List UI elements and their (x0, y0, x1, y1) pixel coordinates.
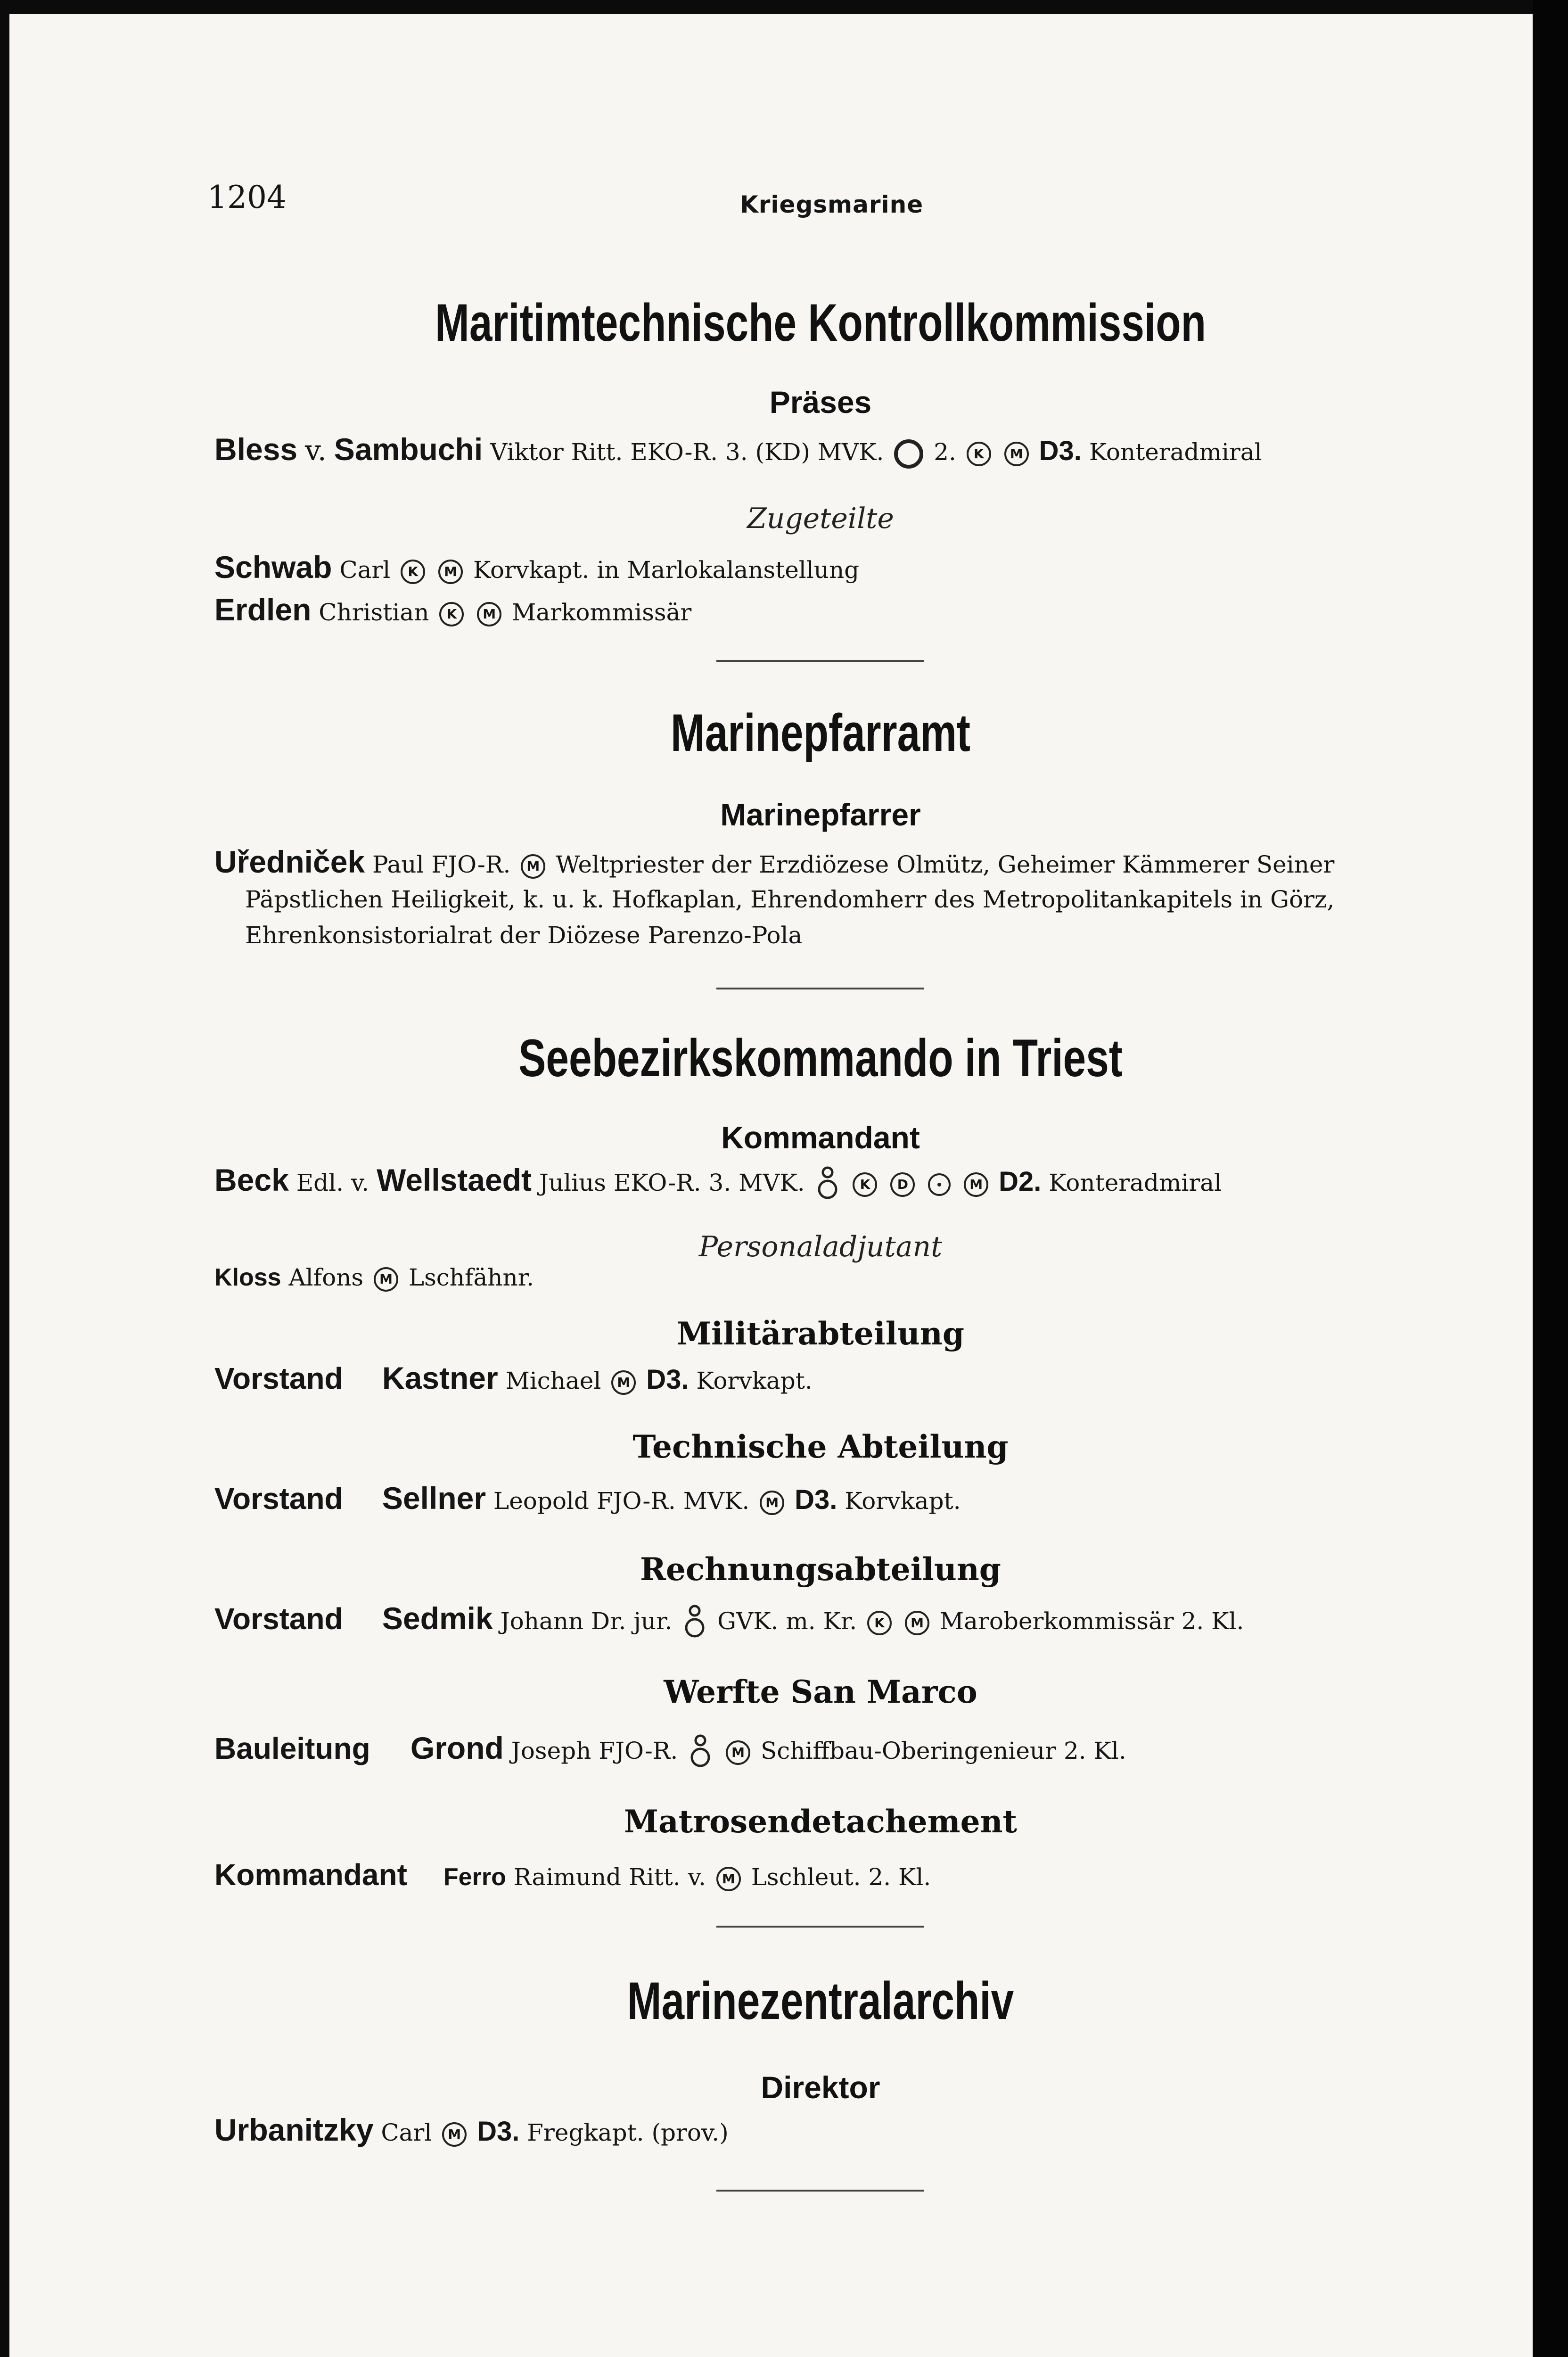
decorations: GVK. m. Kr. (717, 1607, 857, 1635)
surname: Beck (214, 1162, 289, 1197)
d-class: D3. (795, 1484, 837, 1515)
given-name: Leopold FJO-R. MVK. (493, 1487, 750, 1515)
section-title-kontrollkommission: Maritimtechnische Kontrollkommission (435, 293, 1206, 352)
section-divider (716, 1926, 924, 1928)
rank: Lschfähnr. (408, 1264, 534, 1291)
rank: Konteradmiral (1049, 1169, 1222, 1196)
scan-edge (1533, 0, 1568, 2357)
m-badge-icon: M (611, 1370, 636, 1395)
order-cross-icon (688, 1734, 713, 1772)
section-divider (716, 660, 924, 662)
surname: Grond (410, 1731, 504, 1765)
given-name: Carl (381, 2119, 432, 2146)
entry-sellner (214, 1480, 961, 1516)
k-badge-icon: K (867, 1611, 892, 1635)
heading-kommandant: Kommandant (721, 1120, 920, 1155)
heading-zugeteilte: Zugeteilte (747, 502, 894, 535)
decorations: Julius EKO-R. 3. MVK. (539, 1169, 805, 1196)
dot-medal-icon (928, 1173, 951, 1196)
k-badge-icon: K (853, 1172, 877, 1197)
surname: Uředniček (214, 844, 365, 879)
entry-sedmik (214, 1600, 1244, 1642)
m-badge-icon: M (374, 1267, 398, 1292)
particle: Edl. v. (296, 1169, 369, 1196)
role-label: Vorstand (214, 1361, 343, 1395)
rank: Korvkapt. in Marlokalanstellung (473, 556, 860, 584)
d-class: D3. (477, 2116, 520, 2147)
surname: Sambuchi (334, 432, 483, 467)
given-name: Carl (339, 556, 391, 584)
given-name: Alfons (288, 1264, 364, 1291)
m-badge-icon: M (716, 1867, 741, 1891)
surname: Urbanitzky (214, 2112, 374, 2147)
heading-militaerabteilung: Militärabteilung (677, 1315, 964, 1352)
surname: Kastner (382, 1360, 498, 1395)
page-number: 1204 (207, 179, 287, 215)
section-divider (716, 988, 924, 989)
description-line-3: Ehrenkonsistorialrat der Diözese Parenzo-Pola (245, 922, 803, 949)
rank: Korvkapt. (845, 1487, 961, 1515)
surname: Erdlen (214, 592, 312, 627)
heading-personaladjutant: Personaladjutant (698, 1230, 943, 1263)
m-badge-icon: M (521, 854, 545, 879)
entry-schwab (214, 549, 859, 585)
heading-werfte-san-marco: Werfte San Marco (664, 1673, 977, 1710)
k-badge-icon: K (439, 602, 464, 626)
surname: Sellner (382, 1481, 486, 1516)
section-divider (716, 2190, 924, 2192)
given-name: Joseph FJO-R. (511, 1737, 678, 1764)
d-class: D3. (1039, 436, 1082, 466)
rank: Maroberkommissär 2. Kl. (939, 1607, 1244, 1635)
m-badge-icon: M (760, 1491, 784, 1515)
heading-direktor: Direktor (761, 2070, 880, 2105)
m-badge-icon: M (905, 1611, 929, 1635)
m-badge-icon: M (726, 1740, 750, 1765)
surname: Wellstaedt (377, 1162, 532, 1197)
m-badge-icon: M (438, 560, 463, 584)
heading-technische-abteilung: Technische Abteilung (632, 1428, 1009, 1465)
surname: Bless (214, 432, 298, 467)
d-class: D3. (646, 1364, 689, 1395)
given-name: Paul FJO-R. (372, 851, 511, 878)
entry-ferro (214, 1857, 931, 1892)
entry-kastner (214, 1360, 813, 1396)
m-badge-icon: M (1004, 442, 1029, 466)
role-label: Bauleitung (214, 1731, 370, 1765)
k-badge-icon: K (401, 560, 425, 584)
given-name: Raimund Ritt. v. (513, 1863, 706, 1891)
rank: Fregkapt. (prov.) (527, 2119, 729, 2146)
rank: Markommissär (512, 599, 692, 626)
role-label: Vorstand (214, 1482, 343, 1516)
heading-rechnungsabteilung: Rechnungsabteilung (640, 1551, 1001, 1588)
rank: Schiffbau-Oberingenieur 2. Kl. (761, 1737, 1126, 1764)
order-cross-icon (682, 1604, 707, 1642)
d-badge-icon: D (890, 1172, 915, 1197)
given-name: Michael (505, 1367, 601, 1394)
surname: Kloss (214, 1264, 281, 1291)
entry-grond (214, 1730, 1126, 1772)
surname: Ferro (443, 1863, 506, 1891)
order-ring-icon (894, 439, 923, 469)
entry-bless (214, 431, 1262, 469)
section-title-marinepfarramt: Marinepfarramt (671, 703, 970, 762)
rank: Konteradmiral (1089, 438, 1262, 466)
given-name: Johann Dr. jur. (500, 1607, 673, 1635)
running-head: Kriegsmarine (740, 191, 924, 218)
entry-urbanitzky (214, 2112, 729, 2148)
heading-praeses: Präses (769, 385, 872, 420)
m-badge-icon: M (442, 2122, 467, 2147)
d-class: D2. (999, 1166, 1042, 1197)
m-badge-icon: M (477, 602, 501, 626)
rank: Korvkapt. (696, 1367, 813, 1394)
description-line-2: Päpstlichen Heiligkeit, k. u. k. Hofkaplan, Ehrendomherr des Metropolitankapitels in Görz, (245, 886, 1335, 913)
k-badge-icon: K (967, 442, 991, 466)
role-label: Kommandant (214, 1858, 407, 1892)
description-line-1: Weltpriester der Erzdiözese Olmütz, Geheimer Kämmerer Seiner (556, 851, 1335, 878)
heading-marinepfarrer: Marinepfarrer (720, 797, 921, 832)
decorations: Viktor Ritt. EKO-R. 3. (KD) MVK. (490, 438, 884, 466)
role-label: Vorstand (214, 1602, 343, 1636)
decoration-class: 2. (934, 438, 956, 466)
rank: Lschleut. 2. Kl. (751, 1863, 931, 1891)
order-cross-icon (815, 1166, 840, 1203)
section-title-seebezirkskommando: Seebezirkskommando in Triest (518, 1029, 1123, 1088)
heading-matrosendetachement: Matrosendetachement (624, 1803, 1018, 1840)
entry-beck (214, 1162, 1222, 1203)
entry-urednicek (214, 844, 1334, 880)
m-badge-icon: M (964, 1172, 988, 1197)
section-title-marinezentralarchiv: Marinezentralarchiv (627, 1971, 1014, 2030)
surname: Sedmik (382, 1601, 493, 1636)
particle: v. (305, 434, 327, 467)
given-name: Christian (319, 599, 429, 626)
entry-kloss (214, 1263, 534, 1292)
entry-erdlen (214, 592, 691, 627)
surname: Schwab (214, 550, 332, 585)
